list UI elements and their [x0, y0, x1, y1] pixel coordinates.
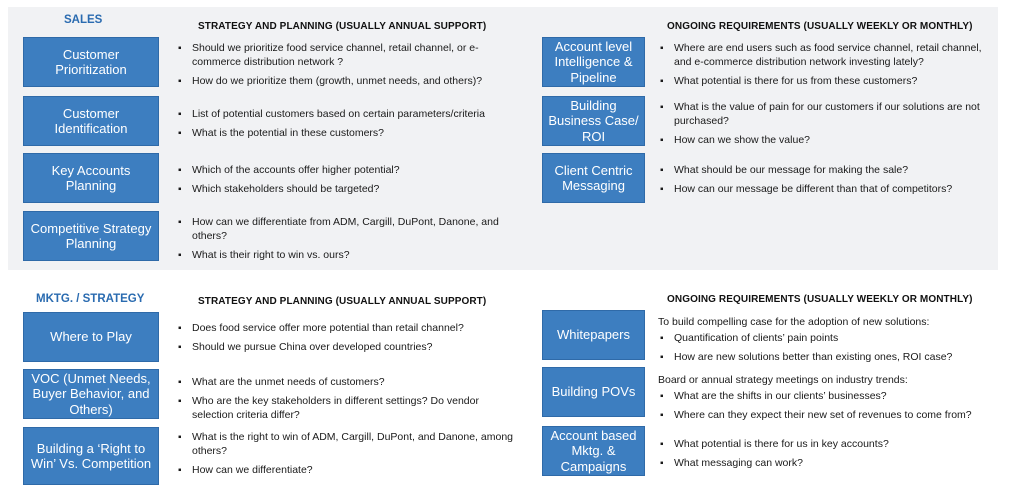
customer-identification-box: Customer Identification	[23, 96, 159, 146]
client-centric-messaging-box: Client Centric Messaging	[542, 153, 645, 203]
client-centric-messaging-bullets	[658, 164, 993, 197]
bullet: ▪ How can we show the value?	[658, 134, 993, 148]
bullet: ▪ What are the unmet needs of customers?	[176, 376, 521, 390]
building-business-case-box: Building Business Case/ ROI	[542, 96, 645, 146]
right-to-win-bullets	[176, 431, 521, 478]
competitive-strategy-planning-box: Competitive Strategy Planning	[23, 211, 159, 261]
bullet: ▪ How can we differentiate from ADM, Cargill, DuPont, Danone, and others?	[176, 216, 521, 244]
right-to-win-box: Building a ‘Right to Win’ Vs. Competition	[23, 427, 159, 485]
where-to-play-bullets	[176, 322, 521, 355]
building-povs-box: Building POVs	[542, 367, 645, 417]
whitepapers-box: Whitepapers	[542, 310, 645, 360]
customer-prioritization-box: Customer Prioritization	[23, 37, 159, 87]
account-based-mktg-bullets	[658, 438, 993, 471]
customer-identification-bullets	[176, 108, 521, 141]
bullet: ▪ What is the value of pain for our customers if our solutions are not purchased?	[658, 101, 993, 129]
where-to-play-box: Where to Play	[23, 312, 159, 362]
bullet: ▪ What are the shifts in our clients’ businesses?	[658, 390, 993, 404]
bullet: ▪ What potential is there for us from these customers?	[658, 75, 993, 89]
bullet: ▪ List of potential customers based on certain parameters/criteria	[176, 108, 521, 122]
sales-right-header: ONGOING REQUIREMENTS (USUALLY WEEKLY OR MONTHLY)	[667, 21, 973, 32]
bullet: ▪ Should we prioritize food service channel, retail channel, or e-commerce distribution network ?	[176, 42, 521, 70]
sales-section-title: SALES	[64, 14, 103, 26]
bullet: ▪ Where can they expect their new set of revenues to come from?	[658, 409, 993, 423]
bullet: ▪ Quantification of clients’ pain points	[658, 332, 993, 346]
whitepapers-intro: To build compelling case for the adoption of new solutions:	[658, 316, 930, 328]
bullet: ▪ Where are end users such as food service channel, retail channel, and e-commerce distribution network investing lately?	[658, 42, 993, 70]
bullet: ▪ What is the potential in these customers?	[176, 127, 521, 141]
bullet: ▪ What is the right to win of ADM, Cargill, DuPont, and Danone, among others?	[176, 431, 521, 459]
mktg-left-header: STRATEGY AND PLANNING (USUALLY ANNUAL SUPPORT)	[198, 296, 487, 307]
account-based-mktg-box: Account based Mktg. & Campaigns	[542, 426, 645, 476]
mktg-section-title: MKTG. / STRATEGY	[36, 293, 145, 305]
bullet: ▪ How can our message be different than that of competitors?	[658, 183, 993, 197]
bullet: ▪ What potential is there for us in key accounts?	[658, 438, 993, 452]
building-business-case-bullets	[658, 101, 993, 148]
building-povs-bullets	[658, 390, 993, 423]
bullet: ▪ Who are the key stakeholders in different settings? Do vendor selection criteria differ?	[176, 395, 521, 423]
account-level-intelligence-box: Account level Intelligence & Pipeline	[542, 37, 645, 87]
key-accounts-planning-box: Key Accounts Planning	[23, 153, 159, 203]
bullet: ▪ Which of the accounts offer higher potential?	[176, 164, 521, 178]
bullet: ▪ Does food service offer more potential than retail channel?	[176, 322, 521, 336]
sales-left-header: STRATEGY AND PLANNING (USUALLY ANNUAL SUPPORT)	[198, 21, 487, 32]
voc-box: VOC (Unmet Needs, Buyer Behavior, and Others)	[23, 369, 159, 419]
bullet: ▪ How are new solutions better than existing ones, ROI case?	[658, 351, 993, 365]
account-level-intelligence-bullets	[658, 42, 993, 89]
voc-bullets	[176, 376, 521, 423]
whitepapers-bullets	[658, 332, 993, 365]
bullet: ▪ How can we differentiate?	[176, 464, 521, 478]
bullet: ▪ Should we pursue China over developed countries?	[176, 341, 521, 355]
customer-prioritization-bullets	[176, 42, 521, 89]
mktg-right-header: ONGOING REQUIREMENTS (USUALLY WEEKLY OR MONTHLY)	[667, 294, 973, 305]
building-povs-intro: Board or annual strategy meetings on industry trends:	[658, 374, 908, 386]
competitive-strategy-planning-bullets	[176, 216, 521, 263]
bullet: ▪ What messaging can work?	[658, 457, 993, 471]
bullet: ▪ What should be our message for making the sale?	[658, 164, 993, 178]
bullet: ▪ Which stakeholders should be targeted?	[176, 183, 521, 197]
bullet: ▪ How do we prioritize them (growth, unmet needs, and others)?	[176, 75, 521, 89]
bullet: ▪ What is their right to win vs. ours?	[176, 249, 521, 263]
key-accounts-planning-bullets	[176, 164, 521, 197]
